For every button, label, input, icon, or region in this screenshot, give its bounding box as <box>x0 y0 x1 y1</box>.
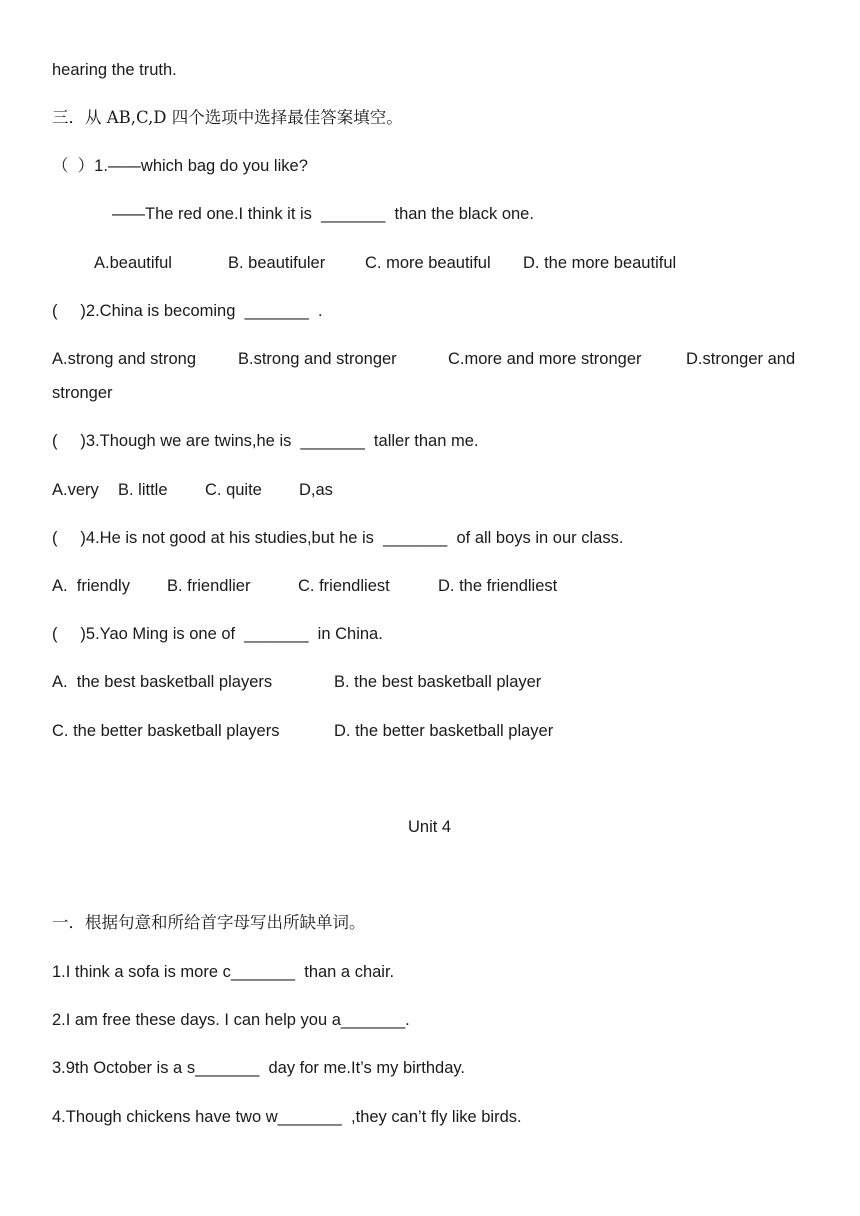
q4-option-a: A. friendly <box>52 577 130 595</box>
section-heading: 三．从 AB,C,D 四个选项中选择最佳答案填空。 <box>52 108 403 127</box>
q5-option-c: C. the better basketball players <box>52 722 280 740</box>
q3-option-c: C. quite <box>205 481 262 499</box>
q3-option-d: D,as <box>299 481 333 499</box>
q4-option-c: C. friendliest <box>298 577 390 595</box>
q1-option-c: C. more beautiful <box>365 254 491 272</box>
question-2: ( )2.China is becoming _______ . <box>52 302 323 320</box>
question-5: ( )5.Yao Ming is one of _______ in China. <box>52 625 383 643</box>
question-1-response: ——The red one.I think it is _______ than the black one. <box>112 205 534 223</box>
fill-in-item-2: 2.I am free these days. I can help you a_______. <box>52 1011 410 1029</box>
q2-option-d: D.stronger and <box>686 350 796 368</box>
fill-in-item-1: 1.I think a sofa is more c_______ than a chair. <box>52 963 395 981</box>
q2-option-b: B.strong and stronger <box>238 350 397 368</box>
q2-option-a: A.strong and strong <box>52 350 197 368</box>
section-heading: 一．根据句意和所给首字母写出所缺单词。 <box>52 913 366 932</box>
q2-option-d-continued: stronger <box>52 384 113 402</box>
question-3: ( )3.Though we are twins,he is _______ taller than me. <box>52 432 479 450</box>
unit-title: Unit 4 <box>408 818 452 836</box>
q5-option-d: D. the better basketball player <box>334 722 554 740</box>
text-line: hearing the truth. <box>52 61 177 79</box>
q4-option-d: D. the friendliest <box>438 577 558 595</box>
q2-option-c: C.more and more stronger <box>448 350 642 368</box>
q3-option-b: B. little <box>118 481 168 499</box>
q1-option-d: D. the more beautiful <box>523 254 677 272</box>
q3-option-a: A.very <box>52 481 99 499</box>
q5-option-b: B. the best basketball player <box>334 673 542 691</box>
fill-in-item-3: 3.9th October is a s_______ day for me.It’s my birthday. <box>52 1059 466 1077</box>
question-4: ( )4.He is not good at his studies,but he is _______ of all boys in our class. <box>52 529 624 547</box>
q1-option-a: A.beautiful <box>94 254 172 272</box>
fill-in-item-4: 4.Though chickens have two w_______ ,they can’t fly like birds. <box>52 1108 522 1126</box>
q1-option-b: B. beautifuler <box>228 254 326 272</box>
q4-option-b: B. friendlier <box>167 577 251 595</box>
question-1: （ ）1.——which bag do you like? <box>52 157 308 175</box>
q5-option-a: A. the best basketball players <box>52 673 273 691</box>
